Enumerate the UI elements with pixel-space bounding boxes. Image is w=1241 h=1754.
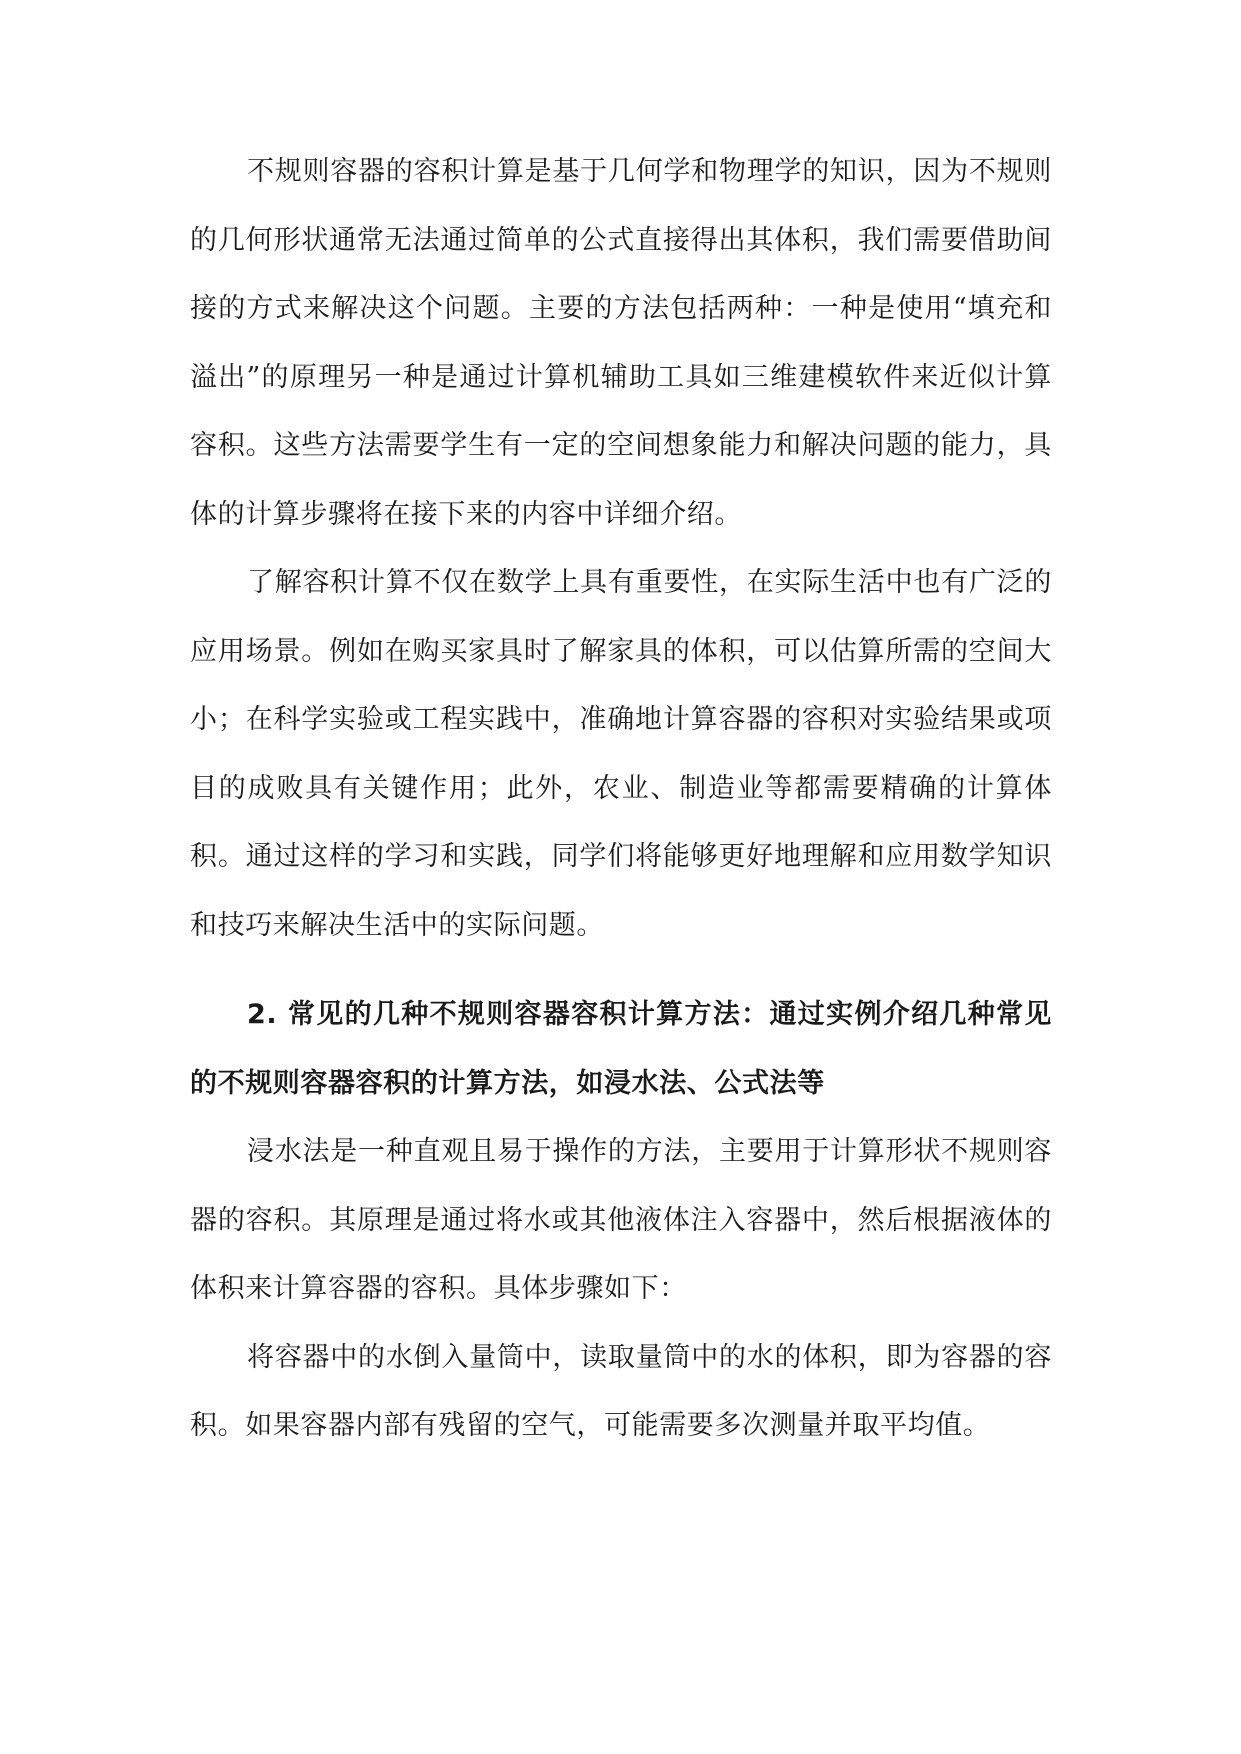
paragraph-intro: 不规则容器的容积计算是基于几何学和物理学的知识，因为不规则的几何形状通常无法通过简单的公式直接得出其体积，我们需要借助间接的方式来解决这个问题。主要的方法包括两种：一种是使用“填充和溢出”的原理另一种是通过计算机辅助工具如三维建模软件来近似计算容积。这些方法需要学生有一定的空间想象能力和解决问题的能力，具体的计算步骤将在接下来的内容中详细介绍。	[190, 156, 1052, 530]
document-body	[190, 138, 1052, 1461]
section-heading: 2. 常见的几种不规则容器容积计算方法：通过实例介绍几种常见的不规则容器容积的计算方法，如浸水法、公式法等	[190, 999, 1052, 1099]
paragraph-measurement-step: 将容器中的水倒入量筒中，读取量筒中的水的体积，即为容器的容积。如果容器内部有残留的空气，可能需要多次测量并取平均值。	[190, 1341, 1052, 1441]
paragraph-immersion-method: 浸水法是一种直观且易于操作的方法，主要用于计算形状不规则容器的容积。其原理是通过将水或其他液体注入容器中，然后根据液体的体积来计算容器的容积。具体步骤如下：	[190, 1136, 1052, 1304]
paragraph-applications: 了解容积计算不仅在数学上具有重要性，在实际生活中也有广泛的应用场景。例如在购买家具时了解家具的体积，可以估算所需的空间大小；在科学实验或工程实践中，准确地计算容器的容积对实验结果或项目的成败具有关键作用；此外，农业、制造业等都需要精确的计算体积。通过这样的学习和实践，同学们将能够更好地理解和应用数学知识和技巧来解决生活中的实际问题。	[190, 567, 1052, 941]
